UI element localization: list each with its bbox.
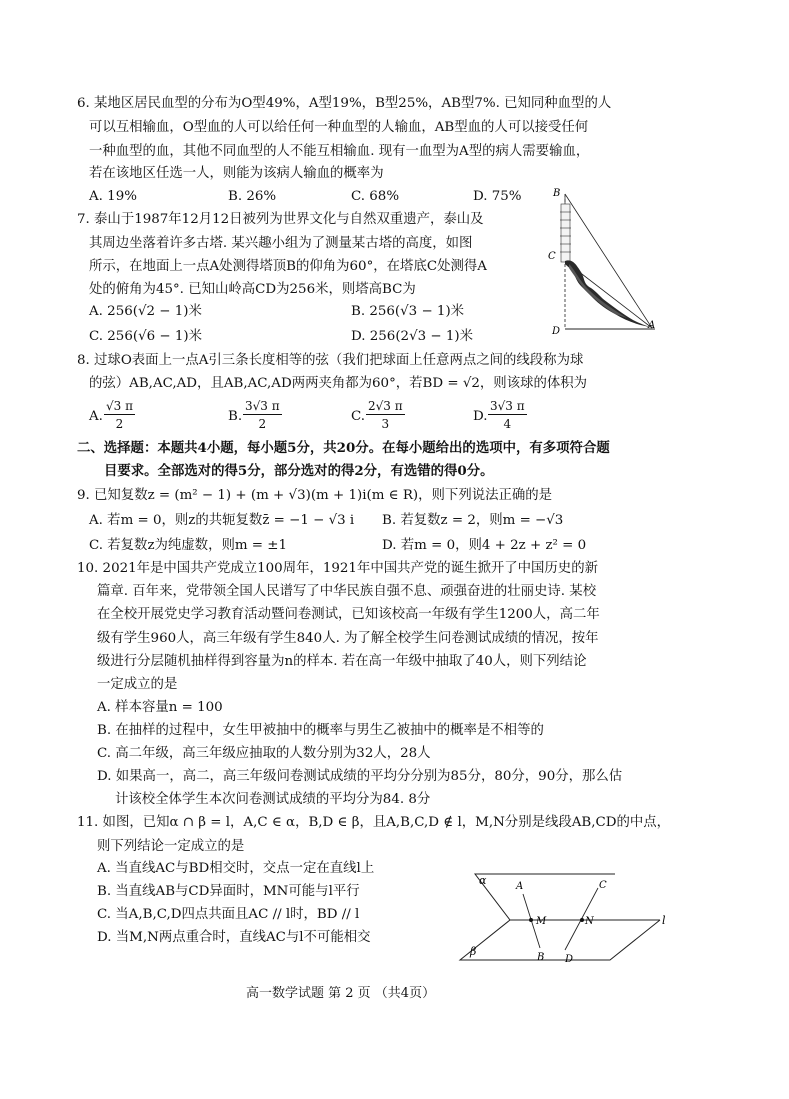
q10-line-1: 10. 2021年是中国共产党成立100周年，1921年中国共产党的诞生掀开了中国历史的新 bbox=[77, 561, 598, 576]
q7-option-c: C. 256(√6 − 1)米 bbox=[89, 329, 202, 344]
q11-option-d: D. 当M,N两点重合时，直线AC与l不可能相交 bbox=[97, 930, 371, 945]
point-m bbox=[529, 918, 533, 922]
q6-option-c: C. 68% bbox=[351, 189, 400, 204]
q7-line-1: 7. 泰山于1987年12月12日被列为世界文化与自然双重遗产，泰山及 bbox=[77, 212, 484, 227]
fig7-label-b: B bbox=[553, 188, 561, 199]
page-footer: 高一数学试题 第 2 页 （共4页） bbox=[246, 986, 436, 1001]
q6-line-1: 6. 某地区居民血型的分布为O型49%，A型19%，B型25%，AB型7%. 已知同种血型的人 bbox=[77, 96, 612, 111]
fig11-label-beta: β bbox=[470, 945, 477, 958]
q10-option-d-line-2: 计该校全体学生本次问卷测试成绩的平均分为84. 8分 bbox=[115, 792, 431, 807]
fig11-label-c: C bbox=[599, 880, 607, 891]
q11-line-1: 11. 如图，已知α ∩ β = l，A,C ∈ α，B,D ∈ β，且A,B,C,D ∉ l，M,N分别是线段AB,CD的中点， bbox=[77, 815, 671, 830]
q8-option-c-num: 2√3 π bbox=[368, 399, 403, 413]
q11-option-a: A. 当直线AC与BD相交时，交点一定在直线l上 bbox=[97, 861, 375, 876]
mountain-icon bbox=[565, 260, 653, 328]
fig11-label-alpha: α bbox=[479, 874, 487, 887]
q8-option-d-label: D. bbox=[473, 409, 488, 424]
q7-tower-figure bbox=[545, 186, 660, 338]
q9-stem: 9. 已知复数z = (m² − 1) + (m + √3)(m + 1)i(m ∈ R)，则下列说法正确的是 bbox=[77, 488, 553, 503]
section2-heading-line-2: 目要求。全部选对的得5分，部分选对的得2分，有选错的得0分。 bbox=[104, 463, 494, 479]
q6-option-d: D. 75% bbox=[473, 189, 522, 204]
q10-option-d-line-1: D. 如果高一，高二，高三年级问卷测试成绩的平均分分别为85分，80分，90分，那么估 bbox=[97, 769, 623, 784]
q8-option-b-fraction bbox=[243, 400, 282, 430]
fig7-label-a: A bbox=[648, 320, 656, 331]
plane-beta-outline bbox=[460, 920, 660, 960]
q7-option-b: B. 256(√3 − 1)米 bbox=[351, 304, 465, 319]
q7-line-2: 其周边坐落着许多古塔. 某兴趣小组为了测量某古塔的高度，如图 bbox=[89, 236, 473, 251]
q10-line-5: 级进行分层随机抽样得到容量为n的样本. 若在高一年级中抽取了40人，则下列结论 bbox=[97, 654, 587, 669]
tower-icon bbox=[560, 196, 571, 262]
q7-option-d: D. 256(2√3 − 1)米 bbox=[351, 329, 473, 344]
q9-option-c: C. 若复数z为纯虚数，则m = ±1 bbox=[89, 538, 288, 553]
q10-line-2: 篇章. 百年来，党带领全国人民谱写了中华民族自强不息、顽强奋进的壮丽史诗. 某校 bbox=[97, 584, 597, 599]
q10-option-b: B. 在抽样的过程中，女生甲被抽中的概率与男生乙被抽中的概率是不相等的 bbox=[97, 723, 544, 738]
plane-alpha-outline bbox=[475, 874, 660, 920]
q11-option-b: B. 当直线AB与CD异面时，MN可能与l平行 bbox=[97, 884, 360, 899]
q9-option-d: D. 若m = 0，则4 + 2z + z² = 0 bbox=[382, 538, 587, 553]
q6-line-4: 若在该地区任选一人，则能为该病人输血的概率为 bbox=[89, 166, 384, 181]
fig11-label-l: l bbox=[662, 914, 666, 927]
q6-line-3: 一种血型的血，其他不同血型的人不能互相输血. 现有一血型为A型的病人需要输血， bbox=[89, 144, 590, 159]
fig7-label-d: D bbox=[552, 326, 561, 337]
q9-option-b: B. 若复数z = 2，则m = −√3 bbox=[382, 513, 564, 528]
q8-option-a-fraction bbox=[104, 400, 135, 430]
q8-option-d-num: 3√3 π bbox=[490, 399, 525, 413]
fig11-label-b: B bbox=[537, 952, 545, 963]
q9-option-a: A. 若m = 0，则z的共轭复数z̄ = −1 − √3 i bbox=[89, 513, 355, 528]
q8-option-c-fraction bbox=[366, 400, 405, 430]
point-n bbox=[580, 918, 584, 922]
q7-line-4: 处的俯角为45°. 已知山岭高CD为256米，则塔高BC为 bbox=[89, 282, 416, 297]
q11-planes-figure bbox=[455, 862, 670, 966]
q8-option-b-num: 3√3 π bbox=[245, 399, 280, 413]
q7-line-3: 所示，在地面上一点A处测得塔顶B的仰角为60°，在塔底C处测得A bbox=[89, 259, 487, 274]
q6-line-2: 可以互相输血，O型血的人可以给任何一种血型的人输血，AB型血的人可以接受任何 bbox=[89, 120, 589, 135]
q8-option-a-label: A. bbox=[89, 409, 103, 424]
fig11-label-m: M bbox=[536, 916, 547, 927]
q11-line-2: 则下列结论一定成立的是 bbox=[97, 839, 245, 854]
q8-option-b-label: B. bbox=[228, 409, 243, 424]
q10-line-3: 在全校开展党史学习教育活动暨问卷测试，已知该校高一年级有学生1200人，高二年 bbox=[97, 607, 600, 622]
q10-line-4: 级有学生960人，高三年级有学生840人. 为了解全校学生问卷测试成绩的情况，按年 bbox=[97, 631, 599, 646]
q10-option-c: C. 高二年级，高三年级应抽取的人数分别为32人，28人 bbox=[97, 746, 431, 761]
q10-option-a: A. 样本容量n = 100 bbox=[97, 700, 223, 715]
q8-line-2: 的弦）AB,AC,AD，且AB,AC,AD两两夹角都为60°，若BD = √2，则该球的体积为 bbox=[89, 376, 588, 391]
q11-option-c: C. 当A,B,C,D四点共面且AC // l时，BD // l bbox=[97, 907, 360, 922]
q8-option-a-den: 2 bbox=[115, 417, 124, 431]
q8-option-a-num: √3 π bbox=[106, 399, 133, 413]
fig11-label-n: N bbox=[585, 916, 594, 927]
q8-option-c-den: 3 bbox=[381, 417, 390, 431]
q7-option-a: A. 256(√2 − 1)米 bbox=[89, 304, 202, 319]
q8-option-d-fraction bbox=[488, 400, 527, 430]
fig7-label-c: C bbox=[548, 251, 556, 262]
q6-option-b: B. 26% bbox=[228, 189, 277, 204]
fig11-label-d: D bbox=[565, 954, 574, 965]
q8-option-b-den: 2 bbox=[258, 417, 267, 431]
q6-option-a: A. 19% bbox=[89, 189, 137, 204]
fig11-label-a: A bbox=[516, 881, 524, 892]
q8-option-c-label: C. bbox=[351, 409, 366, 424]
q8-line-1: 8. 过球O表面上一点A引三条长度相等的弦（我们把球面上任意两点之间的线段称为球 bbox=[77, 353, 584, 368]
section2-heading-line-1: 二、选择题：本题共4小题，每小题5分，共20分。在每小题给出的选项中，有多项符合题 bbox=[77, 440, 610, 456]
q10-line-6: 一定成立的是 bbox=[97, 677, 178, 692]
q8-option-d-den: 4 bbox=[503, 417, 512, 431]
